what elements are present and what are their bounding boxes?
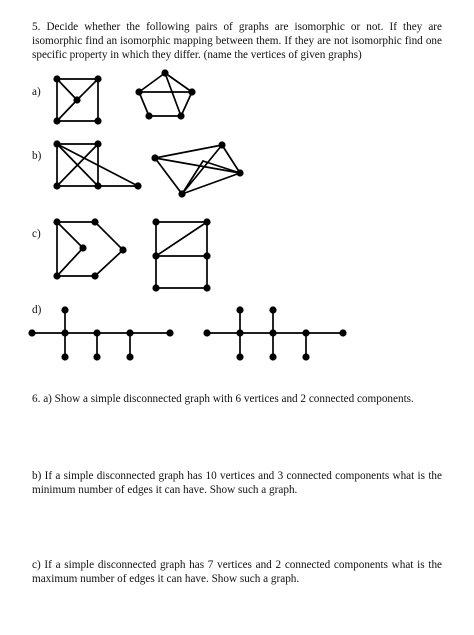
graph-b-left xyxy=(53,140,141,189)
question-6c-text: c) If a simple disconnected graph has 7 vertices and 2 connected components what is the maximum number of edges it can have. Show such a graph. xyxy=(32,559,442,585)
graph-d-right xyxy=(203,306,346,360)
question-6b-text: b) If a simple disconnected graph has 10 vertices and 3 connected components what is the minimum number of edges it can have. Show such a graph. xyxy=(32,470,442,496)
graph-b-right xyxy=(151,141,243,197)
question-6a-text: 6. a) Show a simple disconnected graph with 6 vertices and 2 connected components. xyxy=(32,393,414,405)
question-5-text: 5. Decide whether the following pairs of graphs are isomorphic or not. If they are isomorphic find an isomorphic mapping between them. If they are not isomorphic find one specific property in which they differ. (name the vertices of given graphs) xyxy=(32,21,442,61)
part-a-label: a) xyxy=(32,86,41,98)
graph-d-left xyxy=(28,306,173,360)
graph-a-left xyxy=(53,75,101,124)
part-b-label: b) xyxy=(32,150,42,162)
graph-c-left xyxy=(53,218,126,279)
part-c-label: c) xyxy=(32,228,41,240)
part-d-label: d) xyxy=(32,304,42,316)
graph-a-right xyxy=(135,69,195,119)
graph-c-right xyxy=(152,218,210,291)
